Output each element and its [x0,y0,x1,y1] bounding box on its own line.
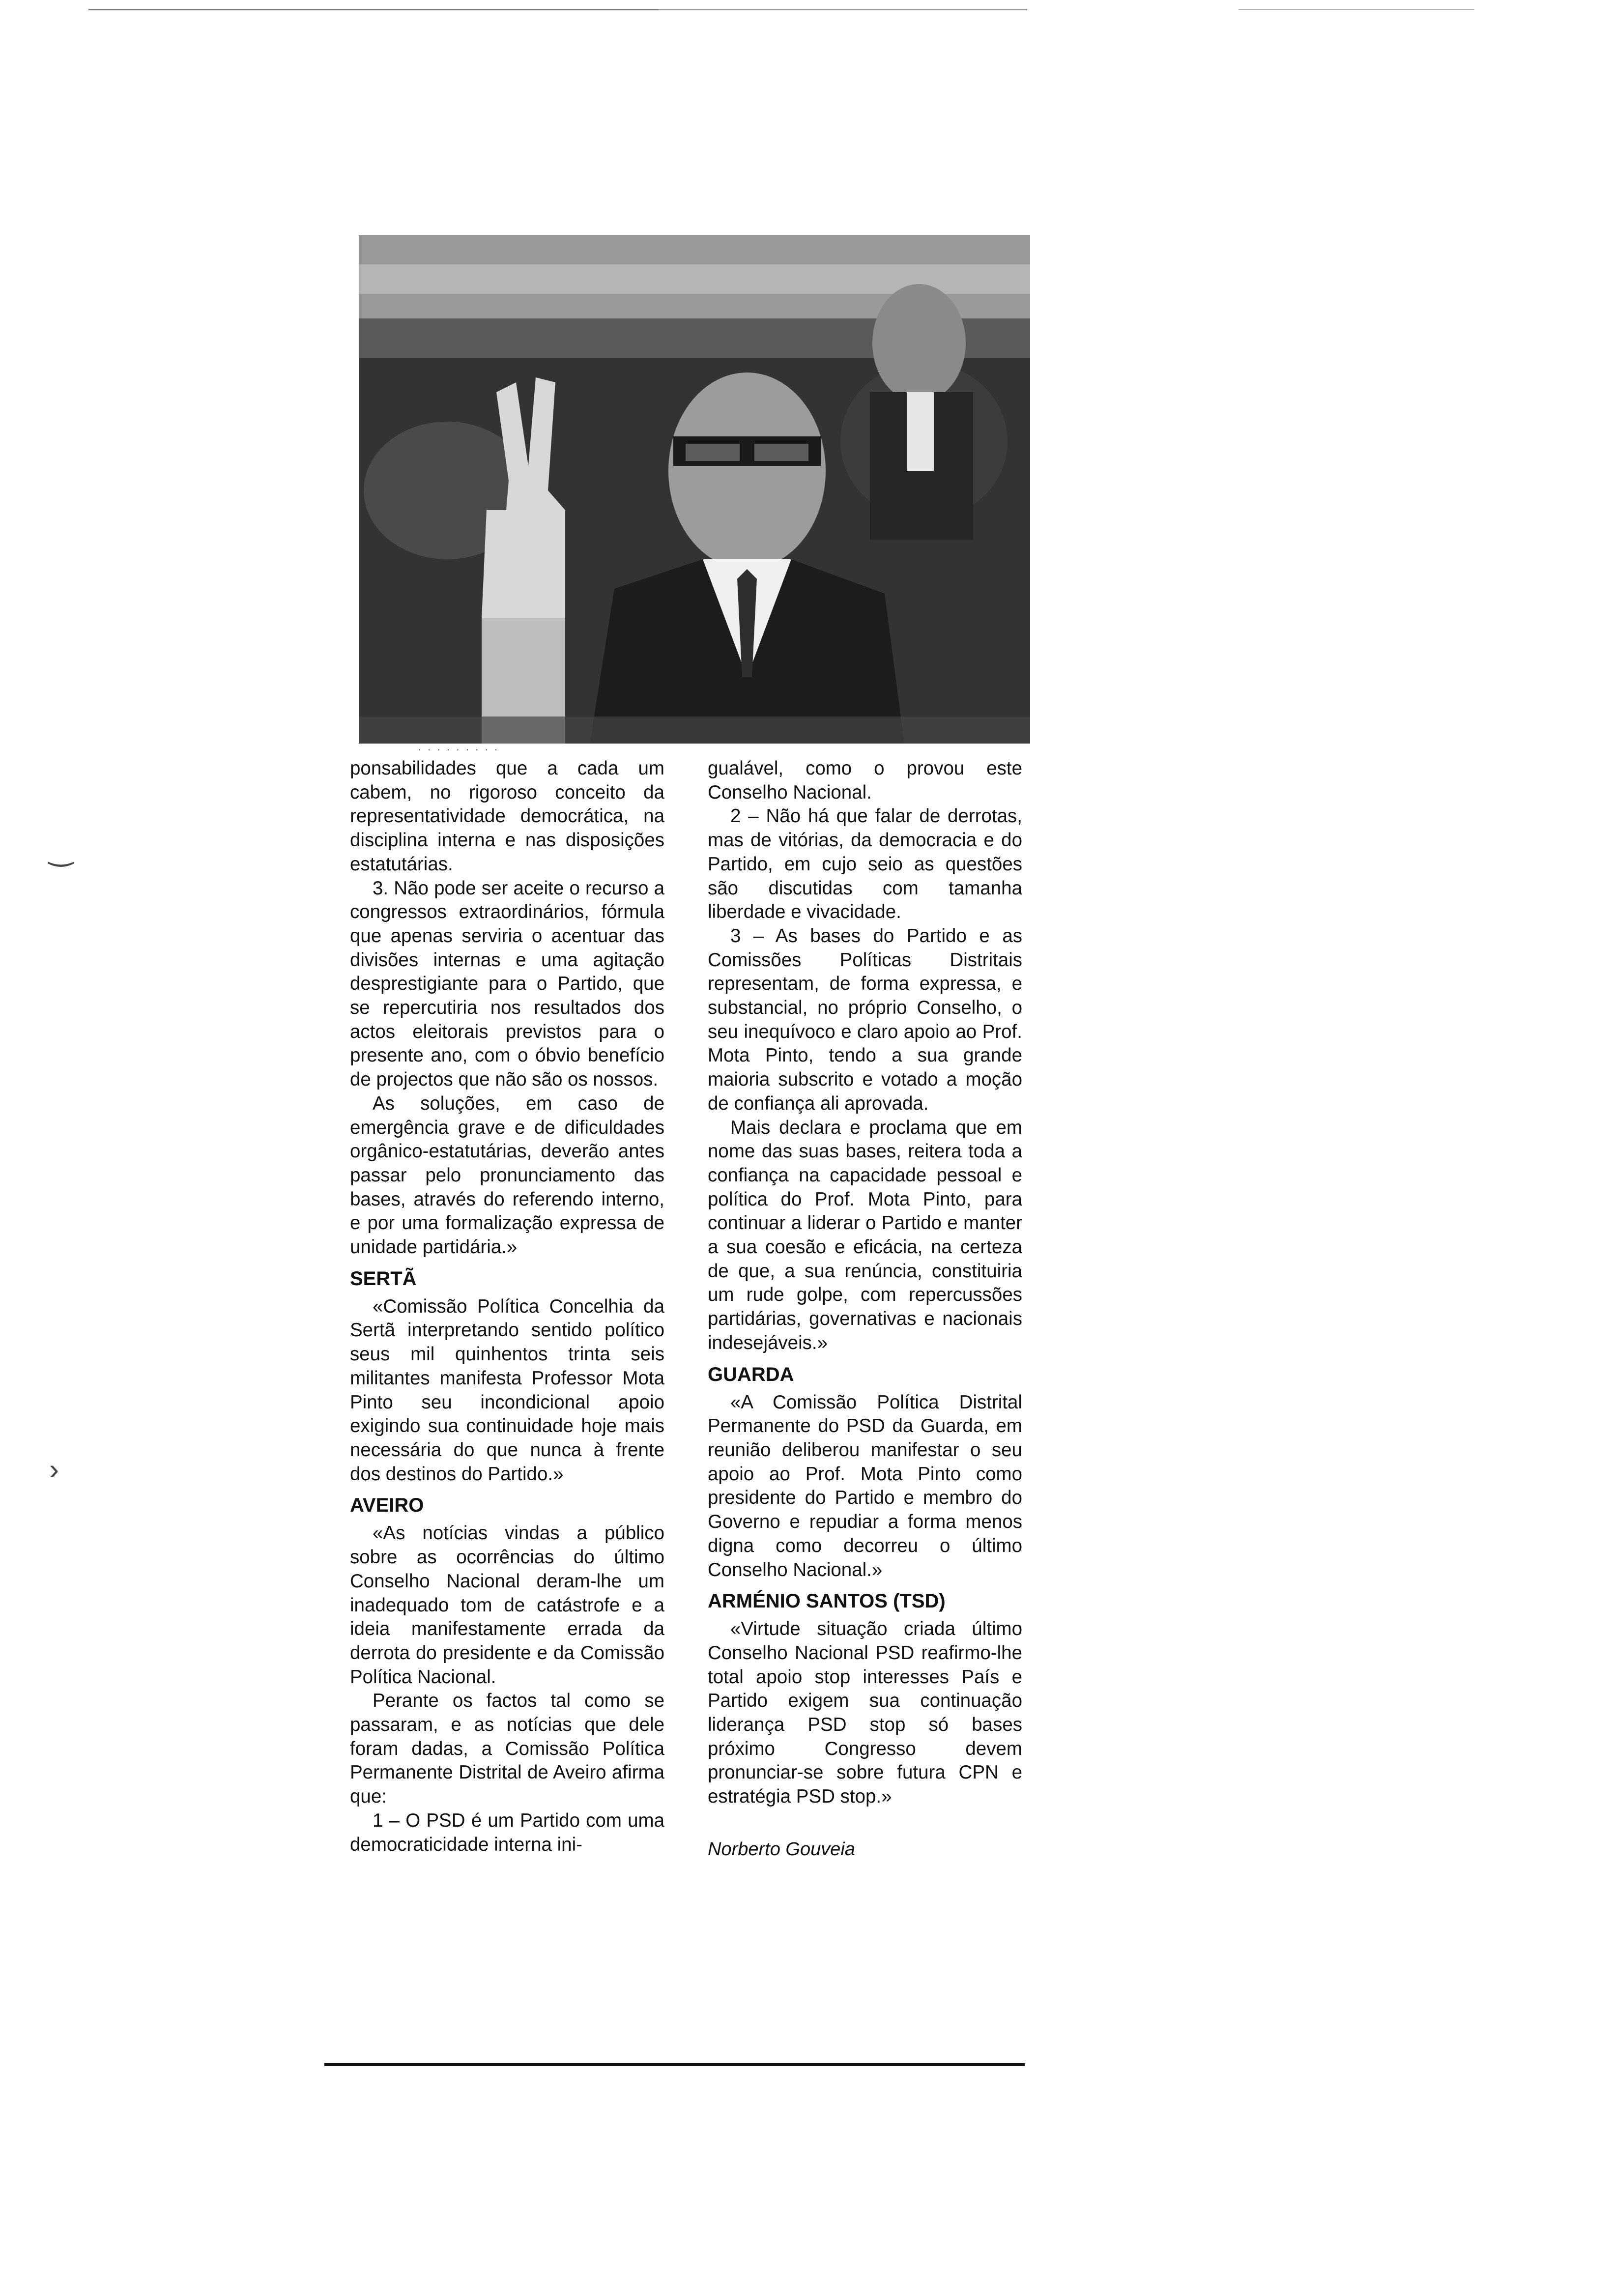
article-paragraph: 3 – As bases do Partido e as Comissões Políticas Distritais representam, de forma expressa, e substancial, no próprio Conselho, o seu inequívoco e claro apoio ao Prof. Mota Pinto, tendo a sua grande maioria subscrito e votado a moção de confiança ali aprovada. [708,925,1022,1114]
article-paragraph: Mais declara e proclama que em nome das suas bases, reitera toda a confiança na capacidade pessoal e política do Prof. Mota Pinto, para continuar a liderar o Partido e manter a sua coesão e eficácia, na certeza de que, a sua renúncia, constituiria um rude golpe, com repercussões partidárias, governativas e nacionais indesejáveis.» [708,1117,1022,1353]
news-photo [359,235,1030,744]
margin-mark: ‿ [49,833,73,866]
article-paragraph: 1 – O PSD é um Partido com uma democraticidade interna ini- [350,1809,664,1855]
article-paragraph: ponsabilidades que a cada um cabem, no rigoroso conceito da representatividade democrática, na disciplina interna e nas disposições estatutárias. [350,758,664,875]
article-paragraph: 3. Não pode ser aceite o recurso a congressos extraordinários, fórmula que apenas serviria o acentuar das divisões internas e uma agitação desprestigiante para o Partido, que se repercutiria nos resultados dos actos eleitorais previstos para o presente ano, com o óbvio benefício de projectos que não são os nossos. [350,877,664,1091]
article-paragraph: «As notícias vindas a público sobre as ocorrências do último Conselho Nacional deram-lhe um inadequado tom de catástrofe e a ideia manifestamente errada da derrota do presidente e da Comissão Política Nacional. [350,1522,664,1688]
article-paragraph: «Virtude situação criada último Conselho Nacional PSD reafirmo-lhe total apoio stop interesses País e Partido exigem sua continuação liderança PSD stop só bases próximo Congresso devem pronunciar-se sobre futura CPN e estratégia PSD stop.» [708,1618,1022,1808]
bottom-rule [324,2063,1025,2066]
article-paragraph: As soluções, em caso de emergência grave e de dificuldades orgânico-estatutárias, deverão antes passar pelo pronunciamento das bases, através do referendo interno, e por uma formalização expressa de unidade partidária.» [350,1092,664,1258]
article-paragraph: gualável, como o provou este Conselho Nacional. [708,758,1022,803]
section-heading: AVEIRO [350,1494,424,1517]
article-paragraph: «Comissão Política Concelhia da Sertã interpretando sentido político seus mil quinhentos trinta seis militantes manifesta Professor Mota Pinto seu incondicional apoio exigindo sua continuidade hoje mais necessária do que nunca à frente dos destinos do Partido.» [350,1295,664,1485]
article-paragraph: «A Comissão Política Distrital Permanente do PSD da Guarda, em reunião deliberou manifestar o seu apoio ao Prof. Mota Pinto como presidente do Partido e membro do Governo e repudiar a forma menos digna como decorreu o último Conselho Nacional.» [708,1391,1022,1580]
section-heading: GUARDA [708,1363,794,1385]
scan-line [1238,9,1474,10]
photo-caption-artifact: · · · · · · · · · [418,743,499,755]
scan-line [659,9,1027,10]
article-left-column [350,757,664,1857]
photo-illustration [359,235,1030,744]
section-heading: ARMÉNIO SANTOS (TSD) [708,1590,946,1612]
section-heading: SERTÃ [350,1267,417,1290]
article-right-column [708,757,1022,1862]
article-paragraph: 2 – Não há que falar de derrotas, mas de vitórias, da democracia e do Partido, em cujo seio as questões são discutidas com tamanha liberdade e vivacidade. [708,805,1022,923]
margin-mark: › [49,1453,59,1486]
byline: Norberto Gouveia [708,1838,855,1860]
article-paragraph: Perante os factos tal como se passaram, e as notícias que dele foram dadas, a Comissão Política Permanente Distrital de Aveiro afirma que: [350,1690,664,1808]
